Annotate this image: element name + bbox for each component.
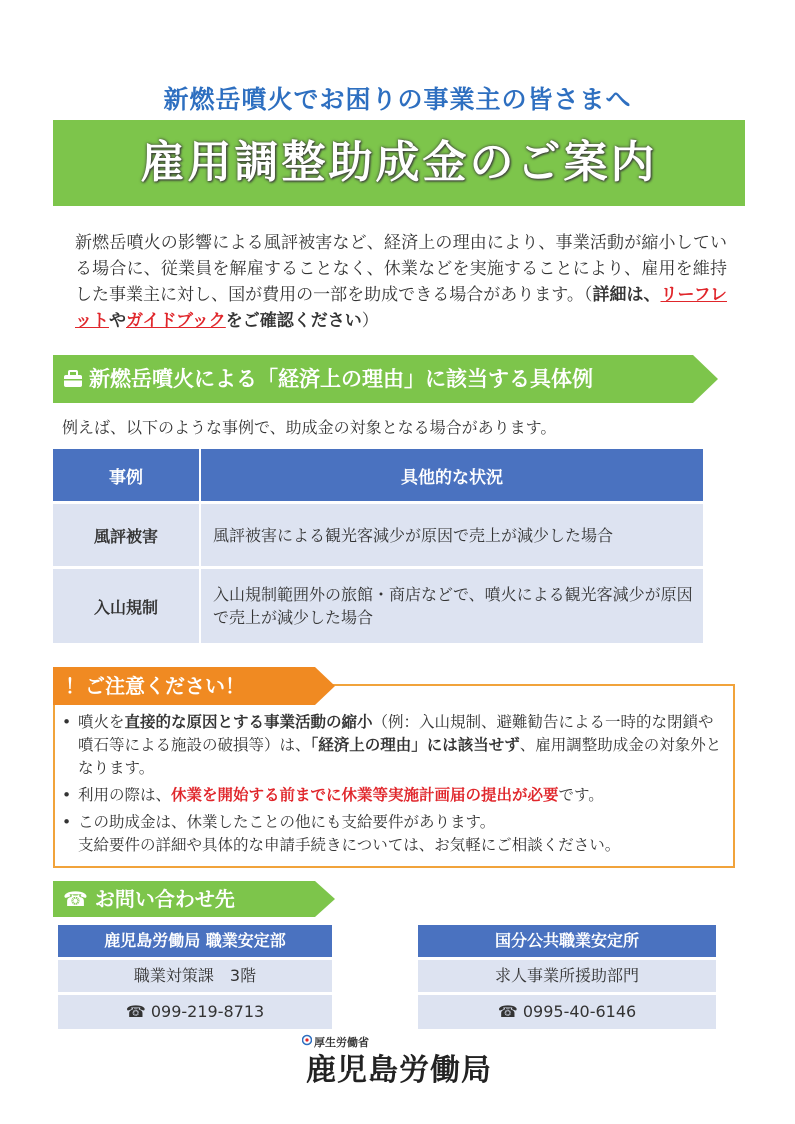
intro-details-suffix: をご確認ください xyxy=(225,311,362,331)
title-banner xyxy=(53,120,745,206)
intro-ya: や xyxy=(109,311,126,331)
case-cell: 風評被害 xyxy=(53,501,201,566)
contact-card-kagoshima xyxy=(58,925,332,1029)
bureau-name: 鹿児島労働局 xyxy=(306,1053,492,1088)
contact-section-header xyxy=(53,881,335,917)
office-name: 鹿児島労働局 職業安定部 xyxy=(58,925,332,957)
table-row xyxy=(53,501,703,566)
page-title: 雇用調整助成金のご案内 xyxy=(140,137,658,188)
caution-emphasis: 直接的な原因とする事業活動の縮小 xyxy=(124,713,373,731)
examples-section-header xyxy=(53,355,718,403)
bullet: • xyxy=(62,713,72,731)
office-department: 職業対策課 3階 xyxy=(58,960,332,992)
caution-text: 支給要件の詳細や具体的な申請手続きについては、お気軽にご相談ください。 xyxy=(78,836,621,854)
examples-header-label: 新燃岳噴火による「経済上の理由」に該当する具体例 xyxy=(89,367,593,391)
contact-card-kokubu xyxy=(418,925,716,1029)
intro-details-prefix: 詳細は、 xyxy=(592,285,661,305)
column-header-case: 事例 xyxy=(53,449,201,501)
office-department: 求人事業所援助部門 xyxy=(418,960,716,992)
list-item xyxy=(60,711,722,780)
intro-paragraph xyxy=(75,230,727,334)
phone-icon: ☎ xyxy=(125,1002,146,1021)
caution-emphasis: 「経済上の理由」には該当せず xyxy=(310,736,520,754)
leaflet-link[interactable]: リーフレット xyxy=(75,285,727,331)
phone-icon: ☎ xyxy=(497,1002,518,1021)
bullet: • xyxy=(62,813,72,831)
list-item xyxy=(60,784,722,807)
column-header-situation: 具他的な状況 xyxy=(201,449,703,501)
examples-table xyxy=(53,449,703,643)
guidebook-link[interactable]: ガイドブック xyxy=(126,311,226,331)
case-cell: 入山規制 xyxy=(53,566,201,643)
contact-header-label xyxy=(63,881,235,917)
intro-text: 新燃岳噴火の影響による風評被害など、経済上の理由により、事業活動が縮小している場合に、従業員を解雇することなく、休業などを実施することにより、雇用を維持した事業主に対し、国が費用の一部を助成できる場合があります。（ xyxy=(75,233,727,305)
situation-cell: 入山規制範囲外の旅館・商店などで、噴火による観光客減少が原因で売上が減少した場合 xyxy=(201,566,703,643)
list-item xyxy=(60,811,722,857)
subtitle: 新燃岳噴火でお困りの事業主の皆さまへ xyxy=(163,85,632,114)
caution-text: 噴火を xyxy=(78,713,125,731)
phone-number[interactable]: 099-219-8713 xyxy=(150,1002,265,1021)
caution-section-header xyxy=(53,667,335,705)
bullet: • xyxy=(62,786,72,804)
caution-text: （例：入山規制、避難勧告による一時的な閉鎖や噴石等による施設の破損等）は、 xyxy=(78,713,714,754)
caution-header-label: ！ご注意ください！ xyxy=(65,674,245,698)
phone-icon: ☎ xyxy=(63,887,88,911)
ministry-name: 厚生労働省 xyxy=(314,1036,369,1049)
phone-number[interactable]: 0995-40-6146 xyxy=(522,1002,637,1021)
caution-text: です。 xyxy=(558,786,604,804)
caution-text: 利用の際は、 xyxy=(78,786,172,804)
office-phone[interactable] xyxy=(58,995,332,1029)
office-name: 国分公共職業安定所 xyxy=(418,925,716,957)
caution-text: 、雇用調整助成金の対象外となります。 xyxy=(78,736,722,777)
caution-text: この助成金は、休業したことの他にも支給要件があります。 xyxy=(78,813,496,831)
caution-warning: 休業を開始する前までに休業等実施計画届の提出が必要 xyxy=(171,786,559,804)
examples-note: 例えば、以下のような事例で、助成金の対象となる場合があります。 xyxy=(62,418,557,437)
caution-list xyxy=(60,711,722,861)
briefcase-icon xyxy=(63,369,83,389)
contact-header-text: お問い合わせ先 xyxy=(94,887,235,911)
intro-close-paren: ） xyxy=(361,311,379,331)
situation-cell: 風評被害による観光客減少が原因で売上が減少した場合 xyxy=(201,501,703,566)
office-phone[interactable] xyxy=(418,995,716,1029)
table-row xyxy=(53,566,703,643)
